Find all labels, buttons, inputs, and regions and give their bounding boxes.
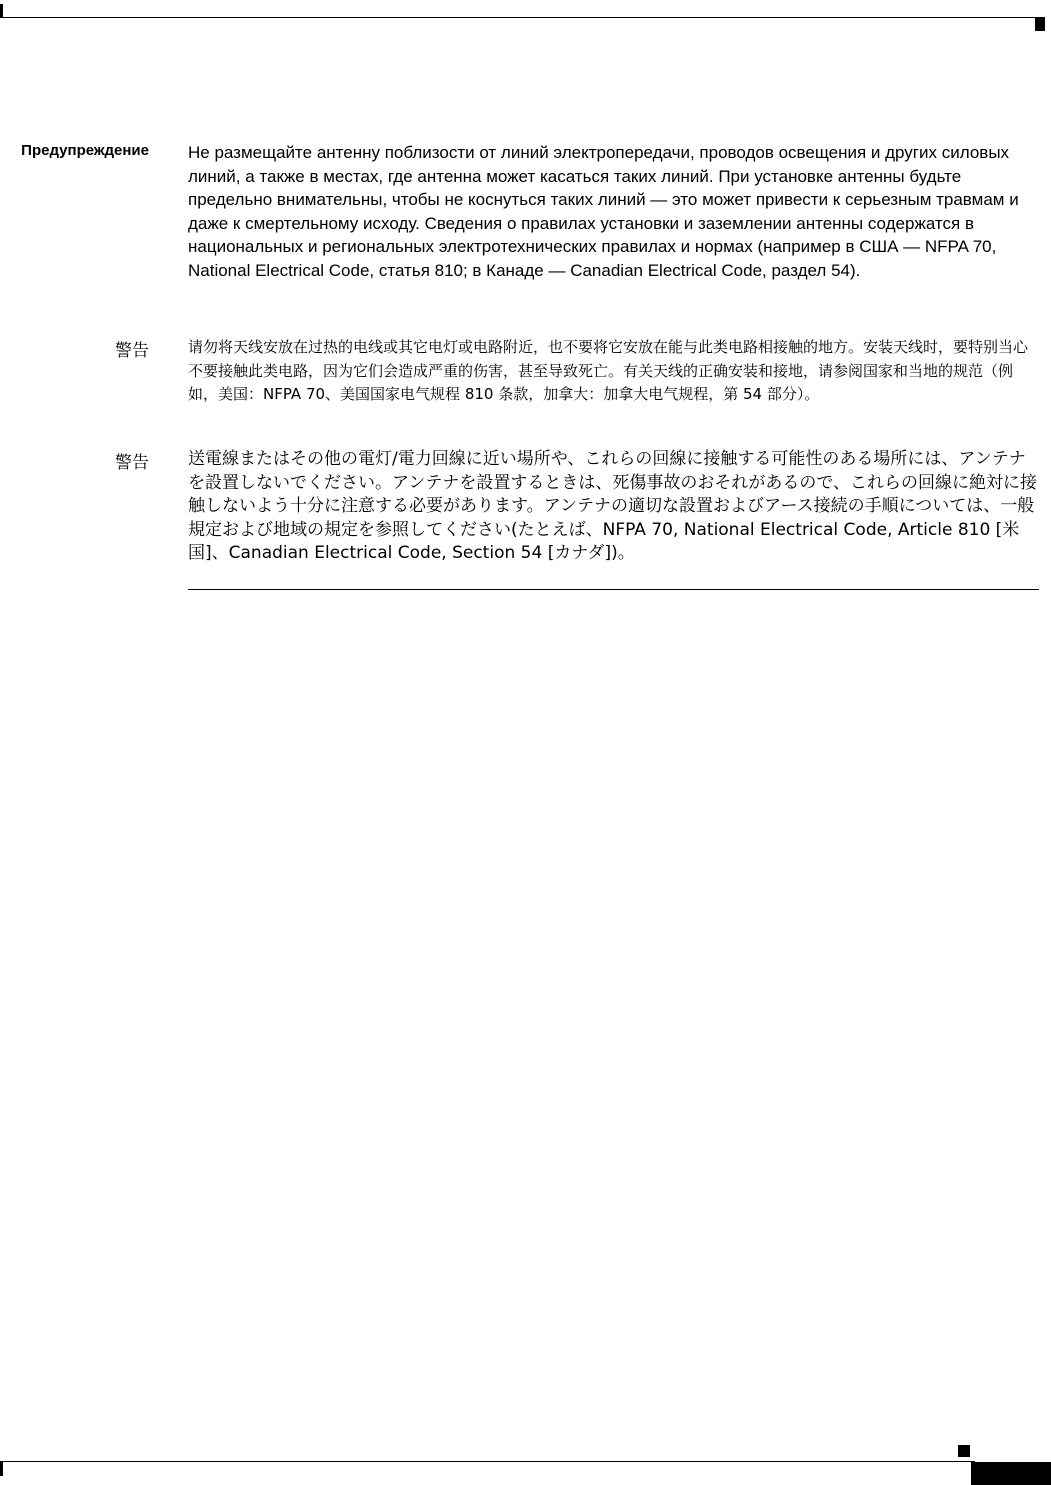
warning-label-chinese: 警告 <box>115 341 149 360</box>
page-number-tab <box>971 1462 1051 1485</box>
section-end-rule <box>188 589 1039 590</box>
warning-label-russian: Предупреждение <box>21 142 149 159</box>
footer-rule <box>0 1461 975 1462</box>
warning-text-chinese: 请勿将天线安放在过热的电线或其它电灯或电路附近，也不要将它安放在能与此类电路相接触的地方。安装天线时，要特别当心不要接触此类电路，因为它们会造成严重的伤害，甚至导致死亡。有关天线的正确安装和接地，请参阅国家和当地的规范（例如，美国：NFPA 70、美国国家电气规程 810 条款，加拿大：加拿大电气规程，第 54 部分）。 <box>188 338 1029 403</box>
warning-text-japanese: 送電線またはその他の電灯/電力回線に近い場所や、これらの回線に接触する可能性のある場所には、アンテナを設置しないでください。アンテナを設置するときは、死傷事故のおそれがあるので、これらの回線に絶対に接触しないよう十分に注意する必要があります。アンテナの適切な設置およびアース接続の手順については、一般規定および地域の規定を参照してください(たとえば、NFPA 70, National Electrical Code, Article 810 [米国]、Canadian Electrical Code, Section 54 [カナダ])。 <box>188 449 1037 563</box>
warning-label-japanese: 警告 <box>115 453 149 472</box>
bottom-page-marker <box>958 1445 970 1457</box>
top-right-page-marker <box>1035 17 1045 31</box>
bottom-left-crop-mark <box>0 1461 3 1476</box>
warning-text-russian: Не размещайте антенну поблизости от линий электропередачи, проводов освещения и других силовых линий, а также в местах, где антенна может касаться таких линий. При установке антенны будьте предельно внимательны, чтобы не коснуться таких линий — это может привести к серьезным травмам и даже к смертельному исходу. Сведения о правилах установки и заземлении антенны содержатся в национальных и региональных электротехнических правилах и нормах (например в США — NFPA 70, National Electrical Code, статья 810; в Канаде — Canadian Electrical Code, раздел 54). <box>188 143 1019 280</box>
header-rule <box>0 17 1040 18</box>
top-left-crop-mark <box>0 4 3 18</box>
